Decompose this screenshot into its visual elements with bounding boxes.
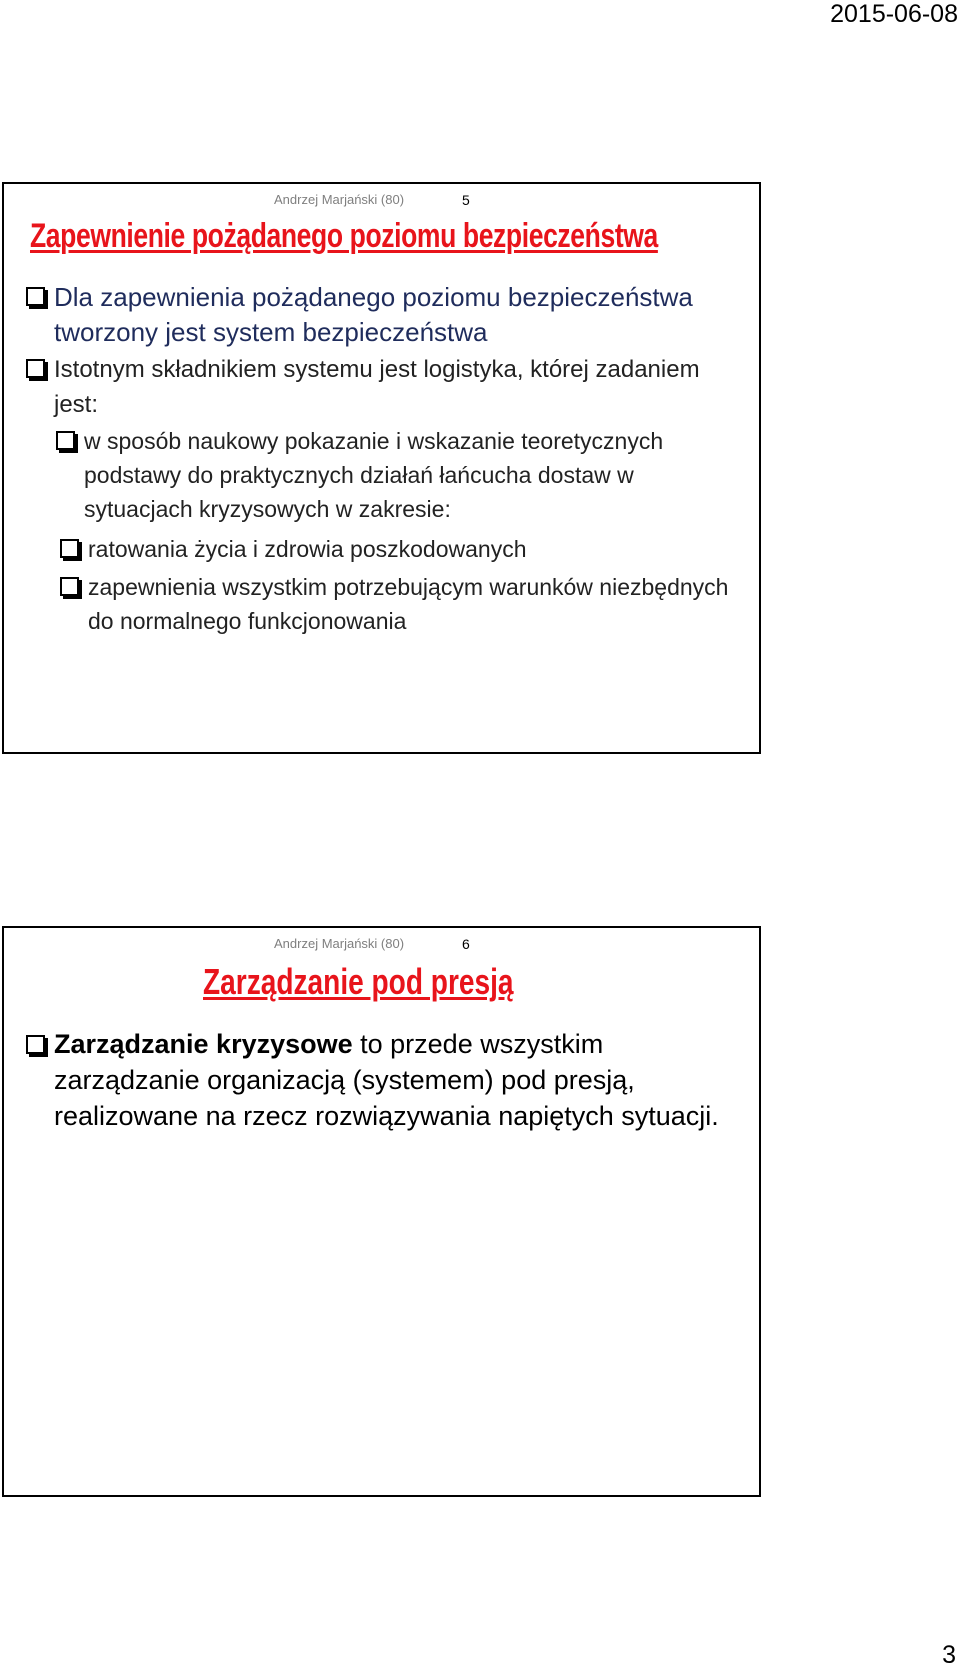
bullet-bold-term: Zarządzanie kryzysowe: [54, 1029, 353, 1059]
checkbox-bullet-icon: [60, 577, 79, 596]
slide-author: Andrzej Marjański (80): [274, 936, 405, 951]
checkbox-bullet-icon: [26, 1035, 45, 1054]
slide-author: Andrzej Marjański (80): [274, 192, 405, 207]
bullet-text: zapewnienia wszystkim potrzebującym warunków niezbędnych do normalnego funkcjonowania: [88, 574, 729, 634]
bullet-text: Istotnym składnikiem systemu jest logistyka, której zadaniem jest:: [54, 356, 700, 418]
bullet-text: Dla zapewnienia pożądanego poziomu bezpieczeństwa tworzony jest system bezpieczeństwa: [54, 282, 693, 347]
print-date: 2015-06-08: [830, 0, 958, 28]
list-item: [56, 424, 746, 526]
checkbox-bullet-icon: [60, 539, 79, 558]
list-item: [60, 570, 746, 638]
page-number: 3: [942, 1641, 956, 1669]
list-item: [60, 532, 746, 566]
list-item: [26, 280, 746, 350]
bullet-text: ratowania życia i zdrowia poszkodowanych: [88, 536, 527, 562]
bullet-list: [26, 1026, 748, 1134]
slide-title: Zapewnienie pożądanego poziomu bezpieczeństwa: [30, 217, 658, 255]
checkbox-bullet-icon: [26, 287, 45, 306]
list-item: [26, 352, 746, 422]
bullet-text: w sposób naukowy pokazanie i wskazanie teoretycznych podstawy do praktycznych działań łańcucha dostaw w sytuacjach kryzysowych w zakresie:: [84, 428, 664, 522]
bullet-text: to przede wszystkim zarządzanie organizacją (systemem) pod presją, realizowane na rzecz rozwiązywania napiętych sytuacji.: [54, 1029, 719, 1131]
checkbox-bullet-icon: [56, 431, 75, 450]
slide-5: [2, 182, 761, 754]
slide-number: 6: [462, 936, 470, 952]
slide-number: 5: [462, 192, 470, 208]
slide-6: [2, 926, 761, 1497]
checkbox-bullet-icon: [26, 359, 45, 378]
list-item: [26, 1026, 748, 1134]
bullet-list: [26, 280, 746, 638]
slide-title: Zarządzanie pod presją: [203, 961, 514, 1002]
